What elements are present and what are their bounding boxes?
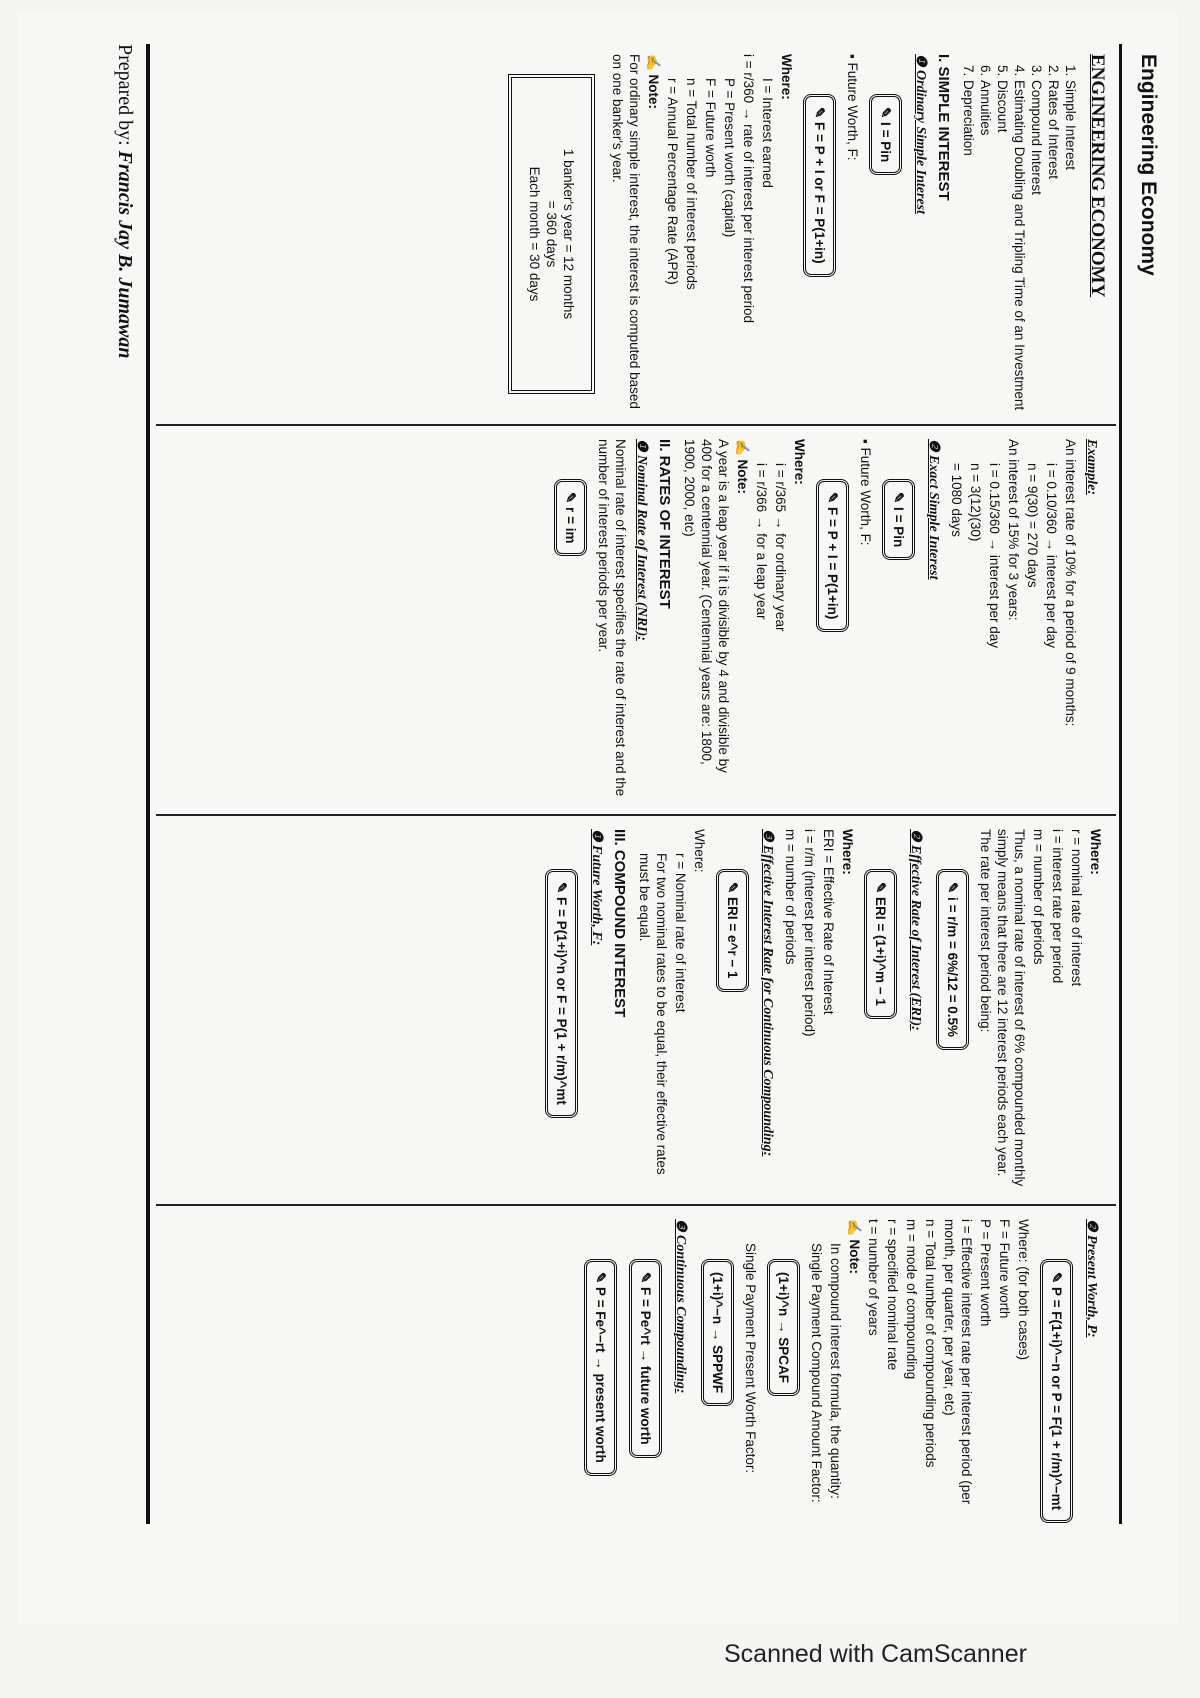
document-title: Engineering Economy: [1137, 54, 1160, 276]
formula-box: ✎ ERI = e^r − 1: [716, 869, 749, 992]
formula-box: ✎ P = F(1+i)^−n or P = F(1 + r/m)^−mt: [1040, 1259, 1073, 1523]
main-heading: ENGINEERING ECONOMY: [1087, 54, 1108, 298]
text: i = r/360 → rate of interest per interest period: [741, 54, 756, 324]
text: I = Interest earned: [760, 78, 775, 188]
text: m = number of periods: [1031, 829, 1046, 965]
text: Where:: [840, 829, 855, 875]
column-divider: [156, 424, 1116, 426]
footer: [113, 44, 136, 358]
text: i = interest rate per period: [1050, 829, 1065, 984]
author-name: Francis Jay B. Jumawan: [114, 150, 136, 359]
text: ▪ Future Worth, F:: [845, 54, 860, 161]
subheading: ❷ Exact Simple Interest: [926, 439, 941, 580]
note-label: ✍ Note:: [847, 1219, 862, 1275]
list-item: 7. Depreciation: [960, 80, 977, 414]
formula-box: ✎ I = Pin: [882, 479, 915, 560]
text: Where:: [692, 829, 707, 873]
text: Thus, a nominal rate of interest of 6% compounded monthly simply means that there are 12 interest periods each year. The rate per interest period being:: [978, 829, 1027, 1187]
formula-box: ✎ ERI = (1+i)^m − 1: [864, 869, 897, 1019]
bankers-year-box: [508, 74, 595, 394]
text: r = nominal rate of interest: [1069, 829, 1084, 987]
text: Single Payment Compound Amount Factor:: [809, 1243, 824, 1503]
subheading: ❸ Continuous Compounding:: [673, 1219, 688, 1394]
text: n = 3(12)(30): [968, 463, 983, 542]
subheading: ❸ Effective Interest Rate for Continuous Compounding:: [760, 829, 775, 1157]
formula-box: ✎ I = Pin: [869, 94, 902, 175]
column-2: [166, 439, 1106, 799]
text: P = Present worth: [978, 1219, 993, 1327]
text: For two nominal rates to be equal, their effective rates must be equal.: [637, 853, 669, 1175]
text: An interest of 15% for 3 years:: [1006, 439, 1021, 621]
column-3: [166, 829, 1106, 1189]
list-item: 2. Rates of Interest: [1045, 80, 1062, 414]
text: ERI = Effective Rate of Interest: [821, 829, 836, 1015]
formula-box: ✎ F = P(1+i)^n or F = P(1 + r/m)^mt: [545, 869, 578, 1118]
note-label: ✍ Note:: [735, 439, 750, 495]
formula-box: ✎ r = im: [554, 479, 587, 556]
text: n = Total number of compounding periods: [923, 1219, 938, 1468]
text: i = r/365 → for ordinary year: [773, 463, 788, 632]
text: i = Effective interest rate per interest period (per month, per quarter, per year, etc): [942, 1219, 974, 1505]
text: Where:: [779, 54, 794, 100]
formula-box: ✎ F = Pe^rt → future worth: [629, 1259, 662, 1458]
topic-list: [960, 54, 1079, 414]
bottom-rule: [146, 44, 150, 1524]
scanned-page: [18, 14, 1178, 1624]
list-item: 6. Annuities: [977, 80, 994, 414]
list-item: 5. Discount: [994, 80, 1011, 414]
text: F = Future worth: [997, 1219, 1012, 1319]
text: For ordinary simple interest, the interest is computed based on one banker's year.: [610, 54, 642, 409]
text: Each month = 30 days: [527, 166, 542, 302]
note-label: ✍ Note:: [646, 54, 661, 110]
list-item: 1. Simple Interest: [1062, 80, 1079, 414]
text: Where: (for both cases): [1016, 1219, 1031, 1361]
text: P = Present worth (capital): [722, 78, 737, 238]
top-rule: [1119, 44, 1122, 1524]
example-label: Example:: [1084, 439, 1099, 495]
formula-box: ✎ P = Fe^−rt → present worth: [584, 1259, 617, 1476]
list-item: 4. Estimating Doubling and Tripling Time of an Investment: [1011, 80, 1028, 414]
column-4: [166, 1219, 1106, 1549]
text: m = number of periods: [783, 829, 798, 965]
column-divider: [156, 814, 1116, 816]
subheading: ❷ Effective Rate of Interest (ERI):: [908, 829, 923, 1031]
section-heading: II. RATES OF INTEREST: [656, 439, 673, 609]
text: i = 0.10/360 → interest per day: [1044, 463, 1059, 648]
scanner-watermark: Scanned with CamScanner: [724, 1640, 1027, 1668]
text: r = Annual Percentage Rate (APR): [665, 78, 680, 285]
list-item: 3. Compound Interest: [1028, 80, 1045, 414]
subheading: ❷ Present Worth, P:: [1084, 1219, 1099, 1338]
text: In compound interest formula, the quantity:: [828, 1243, 843, 1499]
formula-box: ✎ F = P + I or F = P(1+in): [803, 94, 836, 277]
text: Single Payment Present Worth Factor:: [743, 1243, 758, 1474]
text: m = mode of compounding: [904, 1219, 919, 1380]
text: A year is a leap year if it is divisible by 4 and divisible by 400 for a centennial year. (Centennial years are: 1800, 1900, 2000, etc): [682, 439, 731, 773]
text: = 360 days: [544, 200, 559, 268]
column-divider: [156, 1204, 1116, 1206]
text: 1 banker's year = 12 months: [561, 148, 576, 320]
section-heading: III. COMPOUND INTEREST: [611, 829, 628, 1018]
text: t = number of years: [866, 1219, 881, 1336]
text: ▪ Future Worth, F:: [858, 439, 873, 546]
column-1: [166, 54, 1106, 414]
text: n = Total number of interest periods: [684, 78, 699, 290]
text: i = 0.15/360 → interest per day: [987, 463, 1002, 648]
formula-box: (1+i)^−n → SPPWF: [701, 1259, 734, 1406]
text: Where:: [792, 439, 807, 485]
text: i = r/m (interest per interest period): [802, 829, 817, 1037]
text: F = Future worth: [703, 78, 718, 178]
formula-box: ✎ i = r/m = 6%/12 = 0.5%: [936, 869, 969, 1050]
formula-box: ✎ F = P + I = P(1+in): [816, 479, 849, 632]
section-heading: I. SIMPLE INTEREST: [935, 54, 952, 201]
text: Nominal rate of interest specifies the rate of interest and the number of interest periods per year.: [596, 439, 628, 797]
text: n = 9(30) = 270 days: [1025, 463, 1040, 588]
text: i = r/366 → for a leap year: [754, 463, 769, 620]
text: = 1080 days: [949, 463, 964, 537]
subheading: ❶ Ordinary Simple Interest: [913, 54, 928, 214]
subheading: ❶ Future Worth, F:: [589, 829, 604, 946]
subheading: ❶ Nominal Rate of Interest (NRI):: [634, 439, 649, 641]
rotated-content: [106, 44, 1166, 1564]
text: Where:: [1088, 829, 1103, 875]
formula-box: (1+i)^n → SPCAF: [767, 1259, 800, 1396]
text: r = Nominal rate of interest: [673, 853, 688, 1013]
text: An interest rate of 10% for a period of 9 months:: [1063, 439, 1078, 727]
prepared-by-label: Prepared by:: [114, 44, 136, 146]
text: r = specified nominal rate: [885, 1219, 900, 1371]
